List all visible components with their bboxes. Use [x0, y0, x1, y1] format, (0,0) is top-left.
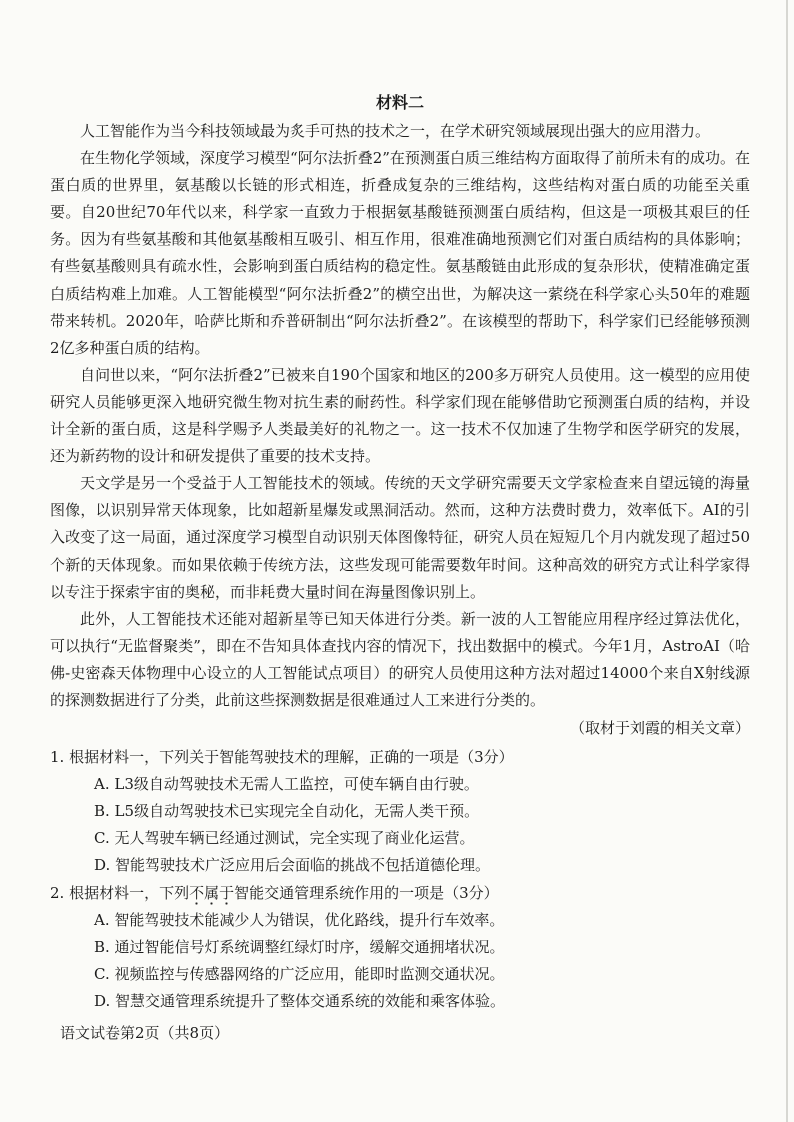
option-d: D. 智慧交通管理系统提升了整体交通系统的效能和乘客体验。	[94, 992, 506, 1011]
question-stem-prefix: 2. 根据材料一，下列	[50, 884, 190, 903]
paragraph-usage: 自问世以来，“阿尔法折叠2”已被来自190个国家和地区的200多万研究人员使用。这一模型的应用使研究人员能够更深入地研究微生物对抗生素的耐药性。科学家们现在能够借助它预测蛋白质的结构，并设计全新的蛋白质，这是科学赐予人类最美好的礼物之一。这一技术不仅加速了生物学和医学研究的发展，还为新药物的设计和研发提供了重要的技术支持。	[50, 365, 750, 466]
option-a: A. 智能驾驶技术能减少人为错误，优化路线，提升行车效率。	[94, 911, 505, 930]
question-stem	[50, 880, 750, 907]
paragraph-intro: 人工智能作为当今科技领域最为炙手可热的技术之一，在学术研究领域展现出强大的应用潜力。	[80, 122, 711, 140]
option-d: D. 智能驾驶技术广泛应用后会面临的挑战不包括道德伦理。	[94, 856, 491, 875]
paragraph-astronomy: 天文学是另一个受益于人工智能技术的领域。传统的天文学研究需要天文学家检查来自望远镜的海量图像，以识别异常天体现象，比如超新星爆发或黑洞活动。然而，这种方法费时费力，效率低下。AI的引入改变了这一局面，通过深度学习模型自动识别天体图像特征，研究人员在短短几个月内就发现了超过50个新的天体现象。而如果依赖于传统方法，这些发现可能需要数年时间。这种高效的研究方式让科学家得以专注于探索宇宙的奥秘，而非耗费大量时间在海量图像识别上。	[50, 474, 750, 601]
option-c: C. 无人驾驶车辆已经通过测试，完全实现了商业化运营。	[94, 829, 475, 848]
question-2	[50, 880, 750, 1015]
option-b: B. 通过智能信号灯系统调整红绿灯时序，缓解交通拥堵状况。	[94, 938, 505, 957]
question-stem-suffix: 智能交通管理系统作用的一项是（3分）	[234, 884, 499, 903]
page-edge	[786, 0, 788, 1122]
emphasis-dots: 不属于	[189, 884, 235, 903]
option-a: A. L3级自动驾驶技术无需人工监控，可使车辆自由行驶。	[94, 775, 479, 794]
page-footer: 语文试卷第2页（共8页）	[60, 1024, 230, 1043]
paragraph-biochemistry: 在生物化学领域，深度学习模型“阿尔法折叠2”在预测蛋白质三维结构方面取得了前所未有的成功。在蛋白质的世界里，氨基酸以长链的形式相连，折叠成复杂的三维结构，这些结构对蛋白质的功能至关重要。自20世纪70年代以来，科学家一直致力于根据氨基酸链预测蛋白质结构，但这是一项极其艰巨的任务。因为有些氨基酸和其他氨基酸相互吸引、相互作用，很难准确地预测它们对蛋白质结构的具体影响；有些氨基酸则具有疏水性，会影响到蛋白质结构的稳定性。氨基酸链由此形成的复杂形状，使精准确定蛋白质结构难上加难。人工智能模型“阿尔法折叠2”的横空出世，为解决这一萦绕在科学家心头50年的难题带来转机。2020年，哈萨比斯和乔普研制出“阿尔法折叠2”。在该模型的帮助下，科学家们已经能够预测2亿多种蛋白质的结构。	[50, 149, 750, 357]
paragraph-classification: 此外，人工智能技术还能对超新星等已知天体进行分类。新一波的人工智能应用程序经过算法优化，可以执行“无监督聚类”，即在不告知具体查找内容的情况下，找出数据中的模式。今年1月，AstroAI（哈佛-史密森天体物理中心设立的人工智能试点项目）的研究人员使用这种方法对超过14000个来自X射线源的探测数据进行了分类，此前这些探测数据是很难通过人工来进行分类的。	[50, 609, 750, 709]
page-content	[50, 92, 750, 1045]
question-1	[50, 744, 750, 879]
option-b: B. L5级自动驾驶技术已实现完全自动化，无需人类干预。	[94, 802, 480, 821]
question-stem: 1. 根据材料一，下列关于智能驾驶技术的理解，正确的一项是（3分）	[50, 748, 514, 767]
section-title: 材料二	[375, 93, 424, 112]
source-note: （取材于刘霞的相关文章）	[569, 719, 750, 738]
option-c: C. 视频监控与传感器网络的广泛应用，能即时监测交通状况。	[94, 965, 505, 984]
